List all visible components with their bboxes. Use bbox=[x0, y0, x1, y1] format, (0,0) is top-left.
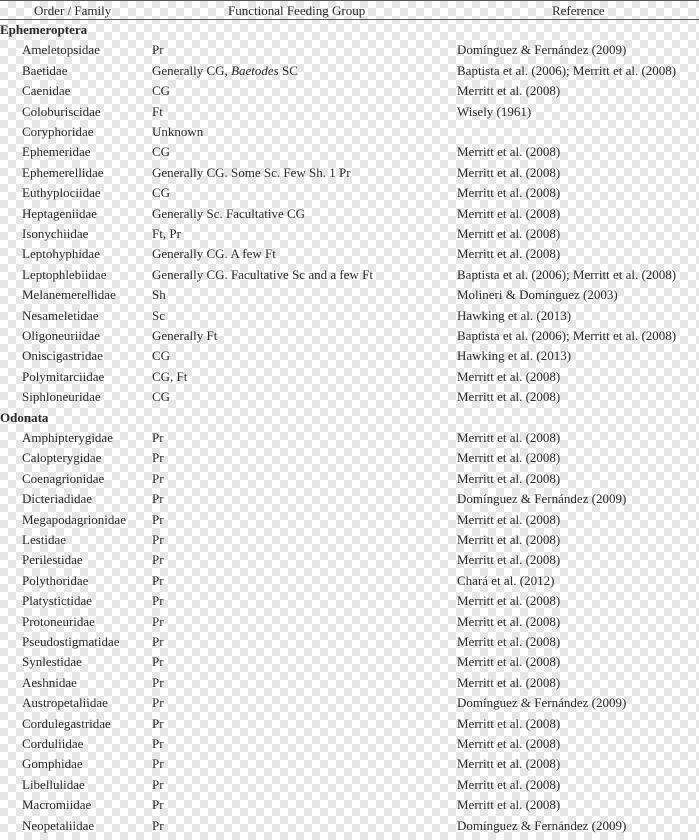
ffg-cell: Pr bbox=[152, 736, 164, 751]
family-cell: Neopetaliidae bbox=[22, 817, 95, 833]
ffg-cell: CG bbox=[152, 348, 171, 364]
table-row bbox=[0, 632, 699, 652]
table-row bbox=[0, 469, 699, 489]
family-cell: Calopterygidae bbox=[22, 450, 102, 466]
table-row bbox=[0, 489, 699, 509]
table-row bbox=[0, 204, 699, 224]
table-row bbox=[0, 754, 699, 774]
family-cell: Polymitarciidae bbox=[22, 368, 105, 384]
reference-cell: Hawking et al. (2013) bbox=[457, 307, 572, 323]
order-heading-row bbox=[0, 20, 699, 40]
reference-cell: Merritt et al. (2008) bbox=[457, 797, 561, 813]
reference-cell: Merritt et al. (2008) bbox=[457, 205, 561, 221]
family-cell: Libellulidae bbox=[22, 776, 85, 792]
reference-cell: Merritt et al. (2008) bbox=[457, 246, 561, 262]
ffg-cell: Pr bbox=[152, 695, 164, 711]
family-cell: Polythoridae bbox=[22, 572, 89, 588]
family-cell: Dicteriadidae bbox=[22, 491, 93, 507]
family-cell: Corduliidae bbox=[22, 736, 84, 751]
reference-cell: Merritt et al. (2008) bbox=[457, 368, 561, 384]
ffg-cell: Pr bbox=[152, 593, 164, 609]
table-header bbox=[0, 0, 699, 20]
ffg-cell: Pr bbox=[152, 756, 164, 772]
family-cell: Lestidae bbox=[22, 532, 67, 547]
reference-cell: Merritt et al. (2008) bbox=[457, 736, 561, 751]
column-header-ffg: Functional Feeding Group bbox=[228, 3, 366, 18]
table-row bbox=[0, 81, 699, 101]
family-cell: Synlestidae bbox=[22, 654, 82, 670]
table-row bbox=[0, 285, 699, 305]
family-cell: Ameletopsidae bbox=[22, 42, 100, 58]
reference-cell: Merritt et al. (2008) bbox=[457, 226, 561, 241]
ffg-cell: Pr bbox=[152, 450, 164, 466]
reference-cell: Merritt et al. (2008) bbox=[457, 776, 561, 792]
family-cell: Siphloneuridae bbox=[22, 389, 101, 405]
family-cell: Platystictidae bbox=[22, 593, 93, 609]
family-cell: Gomphidae bbox=[22, 756, 83, 772]
table-row bbox=[0, 530, 699, 550]
reference-cell: Merritt et al. (2008) bbox=[457, 144, 561, 160]
family-cell: Melanemerellidae bbox=[22, 287, 116, 303]
reference-cell: Merritt et al. (2008) bbox=[457, 715, 561, 731]
family-cell: Euthyplociidae bbox=[22, 185, 101, 201]
table-row bbox=[0, 550, 699, 570]
ffg-cell: CG, Ft bbox=[152, 368, 188, 384]
ffg-cell: Unknown bbox=[152, 124, 204, 139]
reference-cell: Molineri & Domínguez (2003) bbox=[457, 287, 618, 303]
ffg-cell: Pr bbox=[152, 715, 164, 731]
family-cell: Aeshnidae bbox=[22, 674, 77, 690]
family-cell: Baetidae bbox=[22, 62, 68, 78]
reference-cell: Baptista et al. (2006); Merritt et al. (2008) bbox=[457, 62, 677, 78]
ffg-text-part: Generally CG, bbox=[152, 62, 232, 78]
reference-cell: Merritt et al. (2008) bbox=[457, 389, 561, 405]
table-row bbox=[0, 326, 699, 346]
family-cell: Perilestidae bbox=[22, 552, 83, 568]
reference-cell: Baptista et al. (2006); Merritt et al. (2008) bbox=[457, 328, 677, 343]
reference-cell: Merritt et al. (2008) bbox=[457, 552, 561, 568]
ffg-cell: Pr bbox=[152, 470, 164, 486]
family-cell: Cordulegastridae bbox=[22, 715, 111, 731]
family-cell: Isonychiidae bbox=[22, 226, 89, 241]
order-name: Ephemeroptera bbox=[0, 22, 88, 37]
table-row bbox=[0, 795, 699, 815]
table-row bbox=[0, 387, 699, 407]
table-row bbox=[0, 265, 699, 285]
ffg-cell: Sh bbox=[152, 287, 166, 303]
family-cell: Coenagrionidae bbox=[22, 470, 105, 486]
reference-cell: Merritt et al. (2008) bbox=[457, 532, 561, 547]
ffg-cell: CG bbox=[152, 144, 171, 160]
reference-cell: Merritt et al. (2008) bbox=[457, 430, 561, 445]
reference-cell: Merritt et al. (2008) bbox=[457, 613, 561, 629]
ffg-cell: Generally CG. A few Ft bbox=[152, 246, 276, 262]
family-cell: Pseudostigmatidae bbox=[22, 634, 120, 649]
table-row bbox=[0, 183, 699, 203]
ffg-cell: Generally Ft bbox=[152, 328, 218, 343]
table-row bbox=[0, 734, 699, 754]
reference-cell: Merritt et al. (2008) bbox=[457, 511, 561, 527]
table-row bbox=[0, 224, 699, 244]
order-heading-row bbox=[0, 408, 699, 428]
table-row bbox=[0, 591, 699, 611]
ffg-cell: CG bbox=[152, 83, 171, 99]
reference-cell: Merritt et al. (2008) bbox=[457, 470, 561, 486]
table-row bbox=[0, 693, 699, 713]
family-cell: Megapodagrionidae bbox=[22, 511, 126, 527]
order-name: Odonata bbox=[0, 409, 49, 425]
reference-cell: Chará et al. (2012) bbox=[457, 572, 555, 588]
reference-cell: Merritt et al. (2008) bbox=[457, 83, 561, 99]
table-row bbox=[0, 163, 699, 183]
reference-cell: Merritt et al. (2008) bbox=[457, 593, 561, 609]
family-cell: Ephemerellidae bbox=[22, 164, 104, 180]
ffg-cell: Ft bbox=[152, 103, 163, 119]
table-row bbox=[0, 673, 699, 693]
ffg-cell bbox=[152, 63, 298, 79]
ffg-cell: Generally Sc. Facultative CG bbox=[152, 205, 306, 221]
table-row bbox=[0, 367, 699, 387]
family-cell: Leptophlebiidae bbox=[22, 266, 107, 282]
ffg-cell: Pr bbox=[152, 42, 164, 58]
table-row bbox=[0, 652, 699, 672]
table-row bbox=[0, 142, 699, 162]
reference-cell: Wisely (1961) bbox=[457, 103, 532, 119]
reference-cell: Domínguez & Fernández (2009) bbox=[457, 695, 627, 711]
ffg-cell: Pr bbox=[152, 817, 164, 833]
family-cell: Oniscigastridae bbox=[22, 348, 103, 364]
ffg-cell: Sc bbox=[152, 307, 165, 323]
family-cell: Oligoneuriidae bbox=[22, 328, 100, 343]
reference-cell: Merritt et al. (2008) bbox=[457, 756, 561, 772]
ffg-cell: Generally CG. Facultative Sc and a few Ft bbox=[152, 266, 373, 282]
table-row bbox=[0, 448, 699, 468]
table-row bbox=[0, 306, 699, 326]
family-cell: Coryphoridae bbox=[22, 124, 94, 139]
table-row bbox=[0, 346, 699, 366]
column-header-reference: Reference bbox=[552, 3, 605, 18]
ffg-cell: Pr bbox=[152, 613, 164, 629]
family-cell: Macromiidae bbox=[22, 797, 92, 813]
ffg-cell: Pr bbox=[152, 776, 164, 792]
taxon-italic-text: Baetodes bbox=[231, 62, 279, 78]
table-row bbox=[0, 102, 699, 122]
ffg-text-part: SC bbox=[278, 62, 298, 78]
family-cell: Heptageniidae bbox=[22, 205, 98, 221]
family-cell: Leptohyphidae bbox=[22, 246, 100, 262]
table-row bbox=[0, 612, 699, 632]
ffg-cell: Pr bbox=[152, 674, 164, 690]
reference-cell: Merritt et al. (2008) bbox=[457, 185, 561, 201]
family-cell: Austropetaliidae bbox=[22, 695, 108, 711]
table-row bbox=[0, 428, 699, 448]
family-cell: Amphipterygidae bbox=[22, 430, 113, 445]
reference-cell: Merritt et al. (2008) bbox=[457, 450, 561, 466]
ffg-cell: Pr bbox=[152, 634, 164, 649]
reference-cell: Baptista et al. (2006); Merritt et al. (2008) bbox=[457, 266, 677, 282]
table-row bbox=[0, 816, 699, 836]
ffg-cell: Generally CG. Some Sc. Few Sh. 1 Pr bbox=[152, 164, 351, 180]
family-cell: Nesameletidae bbox=[22, 307, 99, 323]
table-row bbox=[0, 510, 699, 530]
table-row bbox=[0, 122, 699, 142]
ffg-cell: CG bbox=[152, 185, 171, 201]
table-row bbox=[0, 775, 699, 795]
ffg-cell: CG bbox=[152, 389, 171, 405]
family-cell: Ephemeridae bbox=[22, 144, 91, 160]
reference-cell: Domínguez & Fernández (2009) bbox=[457, 42, 627, 58]
ffg-cell: Pr bbox=[152, 491, 164, 507]
reference-cell: Merritt et al. (2008) bbox=[457, 674, 561, 690]
reference-cell: Hawking et al. (2013) bbox=[457, 348, 572, 364]
reference-cell: Merritt et al. (2008) bbox=[457, 634, 561, 649]
table-row bbox=[0, 244, 699, 264]
reference-cell: Domínguez & Fernández (2009) bbox=[457, 491, 627, 507]
ffg-cell: Pr bbox=[152, 430, 164, 445]
ffg-cell: Pr bbox=[152, 532, 164, 547]
family-cell: Coloburiscidae bbox=[22, 103, 101, 119]
reference-cell: Merritt et al. (2008) bbox=[457, 164, 561, 180]
ffg-cell: Pr bbox=[152, 552, 164, 568]
table-row bbox=[0, 40, 699, 60]
ffg-cell: Pr bbox=[152, 511, 164, 527]
reference-cell: Domínguez & Fernández (2009) bbox=[457, 817, 627, 833]
ffg-cell: Ft, Pr bbox=[152, 226, 181, 241]
reference-cell: Merritt et al. (2008) bbox=[457, 654, 561, 670]
ffg-cell: Pr bbox=[152, 572, 164, 588]
table-row bbox=[0, 714, 699, 734]
table-row bbox=[0, 571, 699, 591]
family-cell: Protoneuridae bbox=[22, 613, 95, 629]
family-cell: Caenidae bbox=[22, 83, 71, 99]
ffg-cell: Pr bbox=[152, 797, 164, 813]
table-row bbox=[0, 61, 699, 81]
column-header-family: Order / Family bbox=[34, 3, 112, 18]
ffg-cell: Pr bbox=[152, 654, 164, 670]
